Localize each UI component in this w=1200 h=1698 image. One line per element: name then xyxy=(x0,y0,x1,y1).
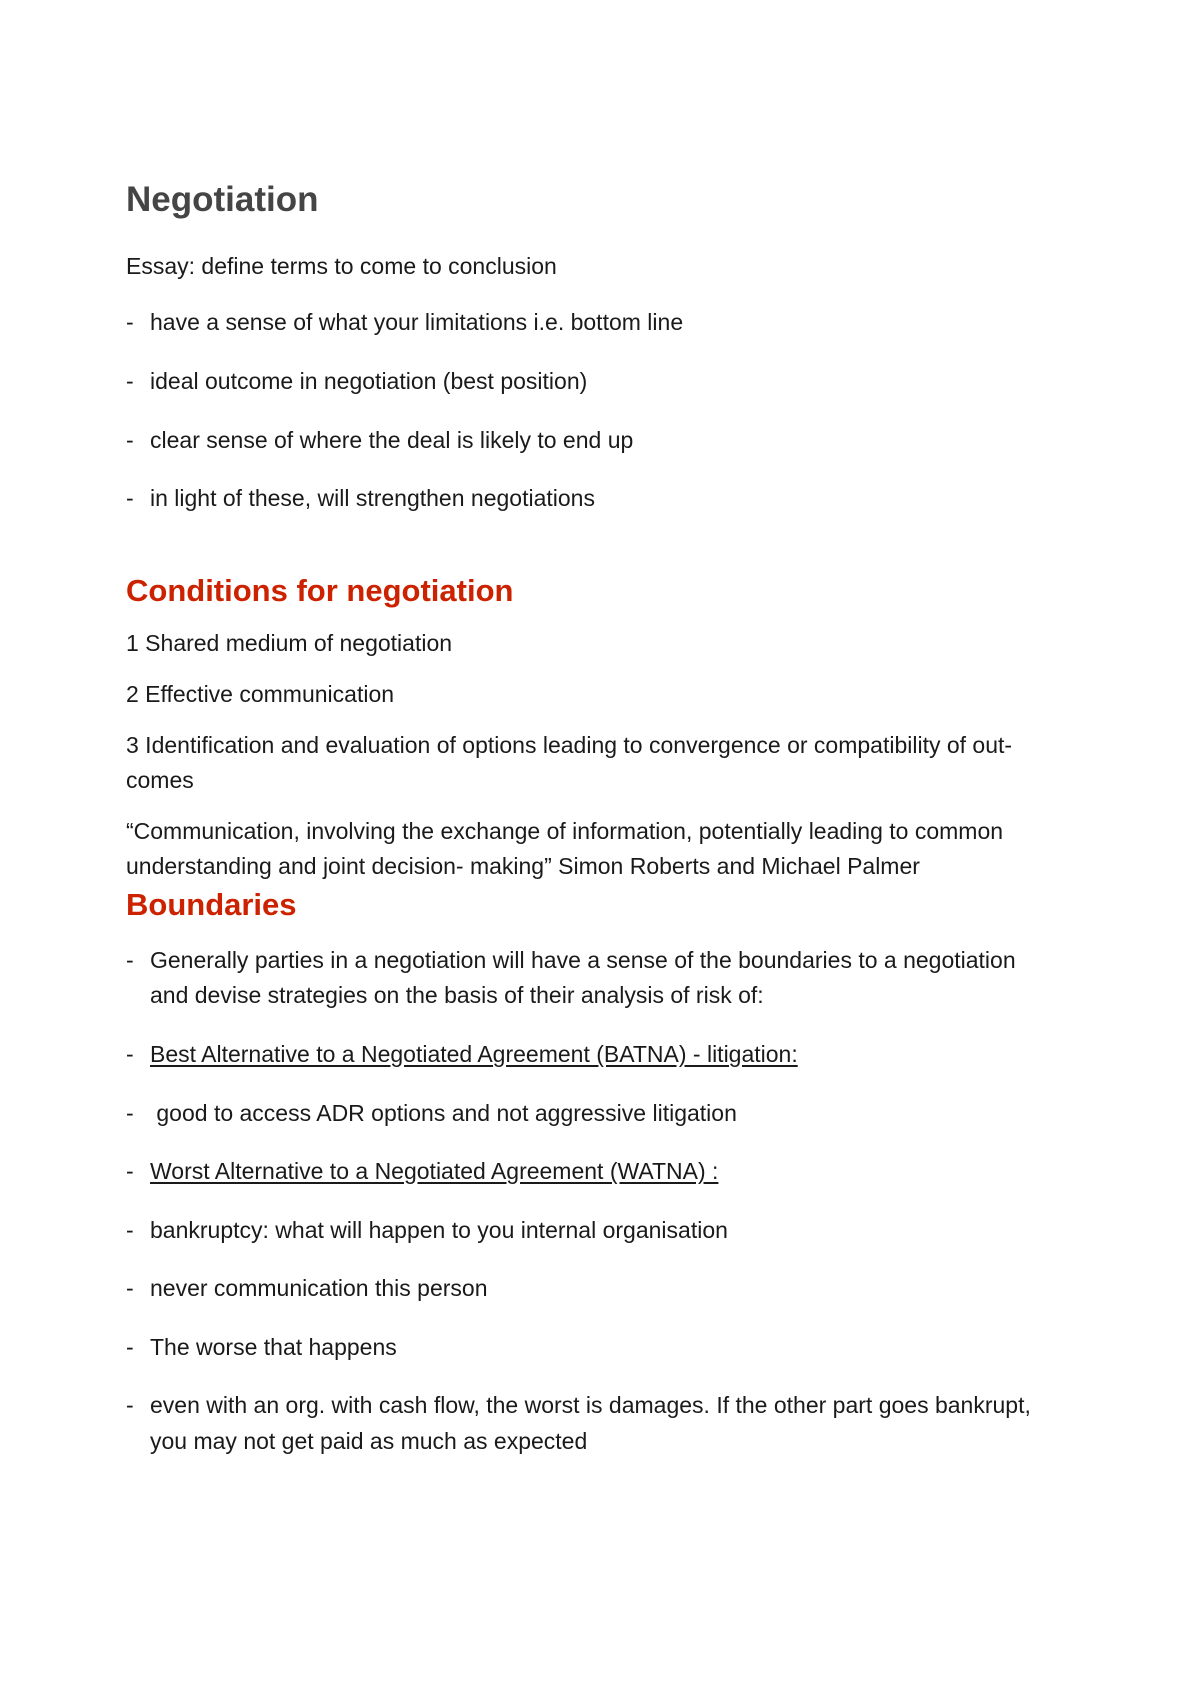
dash-marker: - xyxy=(126,1334,134,1360)
batna-definition: Best Alternative to a Negotiated Agreement (BATNA) - litigation: xyxy=(150,1041,798,1067)
dash-marker: - xyxy=(126,309,134,335)
list-item-text: Generally parties in a negotiation will have a sense of the boundaries to a negotiation xyxy=(150,947,1016,973)
list-item-text: have a sense of what your limitations i.e. bottom line xyxy=(150,309,684,335)
dash-marker: - xyxy=(126,1041,134,1067)
dash-marker: - xyxy=(126,1392,134,1418)
dash-marker: - xyxy=(126,947,134,973)
watna-definition: Worst Alternative to a Negotiated Agreement (WATNA) : xyxy=(150,1158,719,1184)
page-title: Negotiation xyxy=(126,180,319,219)
list-item-text: even with an org. with cash flow, the worst is damages. If the other part goes bankrupt, xyxy=(150,1392,1031,1418)
condition-item: 1 Shared medium of negotiation xyxy=(126,630,453,656)
list-item-continuation: you may not get paid as much as expected xyxy=(150,1428,588,1454)
dash-marker: - xyxy=(126,1158,134,1184)
list-item-text: never communication this person xyxy=(150,1275,488,1301)
section-heading-conditions: Conditions for negotiation xyxy=(126,573,514,608)
condition-item-line2: comes xyxy=(126,767,194,793)
condition-item-line1: 3 Identification and evaluation of options leading to convergence or compatibility of out- xyxy=(126,732,1013,758)
section-heading-boundaries: Boundaries xyxy=(126,887,297,922)
list-item-text: The worse that happens xyxy=(150,1334,397,1360)
dash-marker: - xyxy=(126,485,134,511)
list-item-text: clear sense of where the deal is likely to end up xyxy=(150,427,634,453)
list-item-text: good to access ADR options and not aggressive litigation xyxy=(150,1100,737,1126)
list-item-text: ideal outcome in negotiation (best position) xyxy=(150,368,588,394)
list-item-text: bankruptcy: what will happen to you internal organisation xyxy=(150,1217,728,1243)
quote-line2: understanding and joint decision- making” Simon Roberts and Michael Palmer xyxy=(126,853,920,879)
list-item-text: in light of these, will strengthen negotiations xyxy=(150,485,595,511)
dash-marker: - xyxy=(126,1217,134,1243)
condition-item: 2 Effective communication xyxy=(126,681,395,707)
dash-marker: - xyxy=(126,1100,134,1126)
list-item-continuation: and devise strategies on the basis of their analysis of risk of: xyxy=(150,982,764,1008)
dash-marker: - xyxy=(126,368,134,394)
quote-line1: “Communication, involving the exchange of information, potentially leading to common xyxy=(126,818,1004,844)
intro-text: Essay: define terms to come to conclusion xyxy=(126,253,557,279)
dash-marker: - xyxy=(126,427,134,453)
dash-marker: - xyxy=(126,1275,134,1301)
